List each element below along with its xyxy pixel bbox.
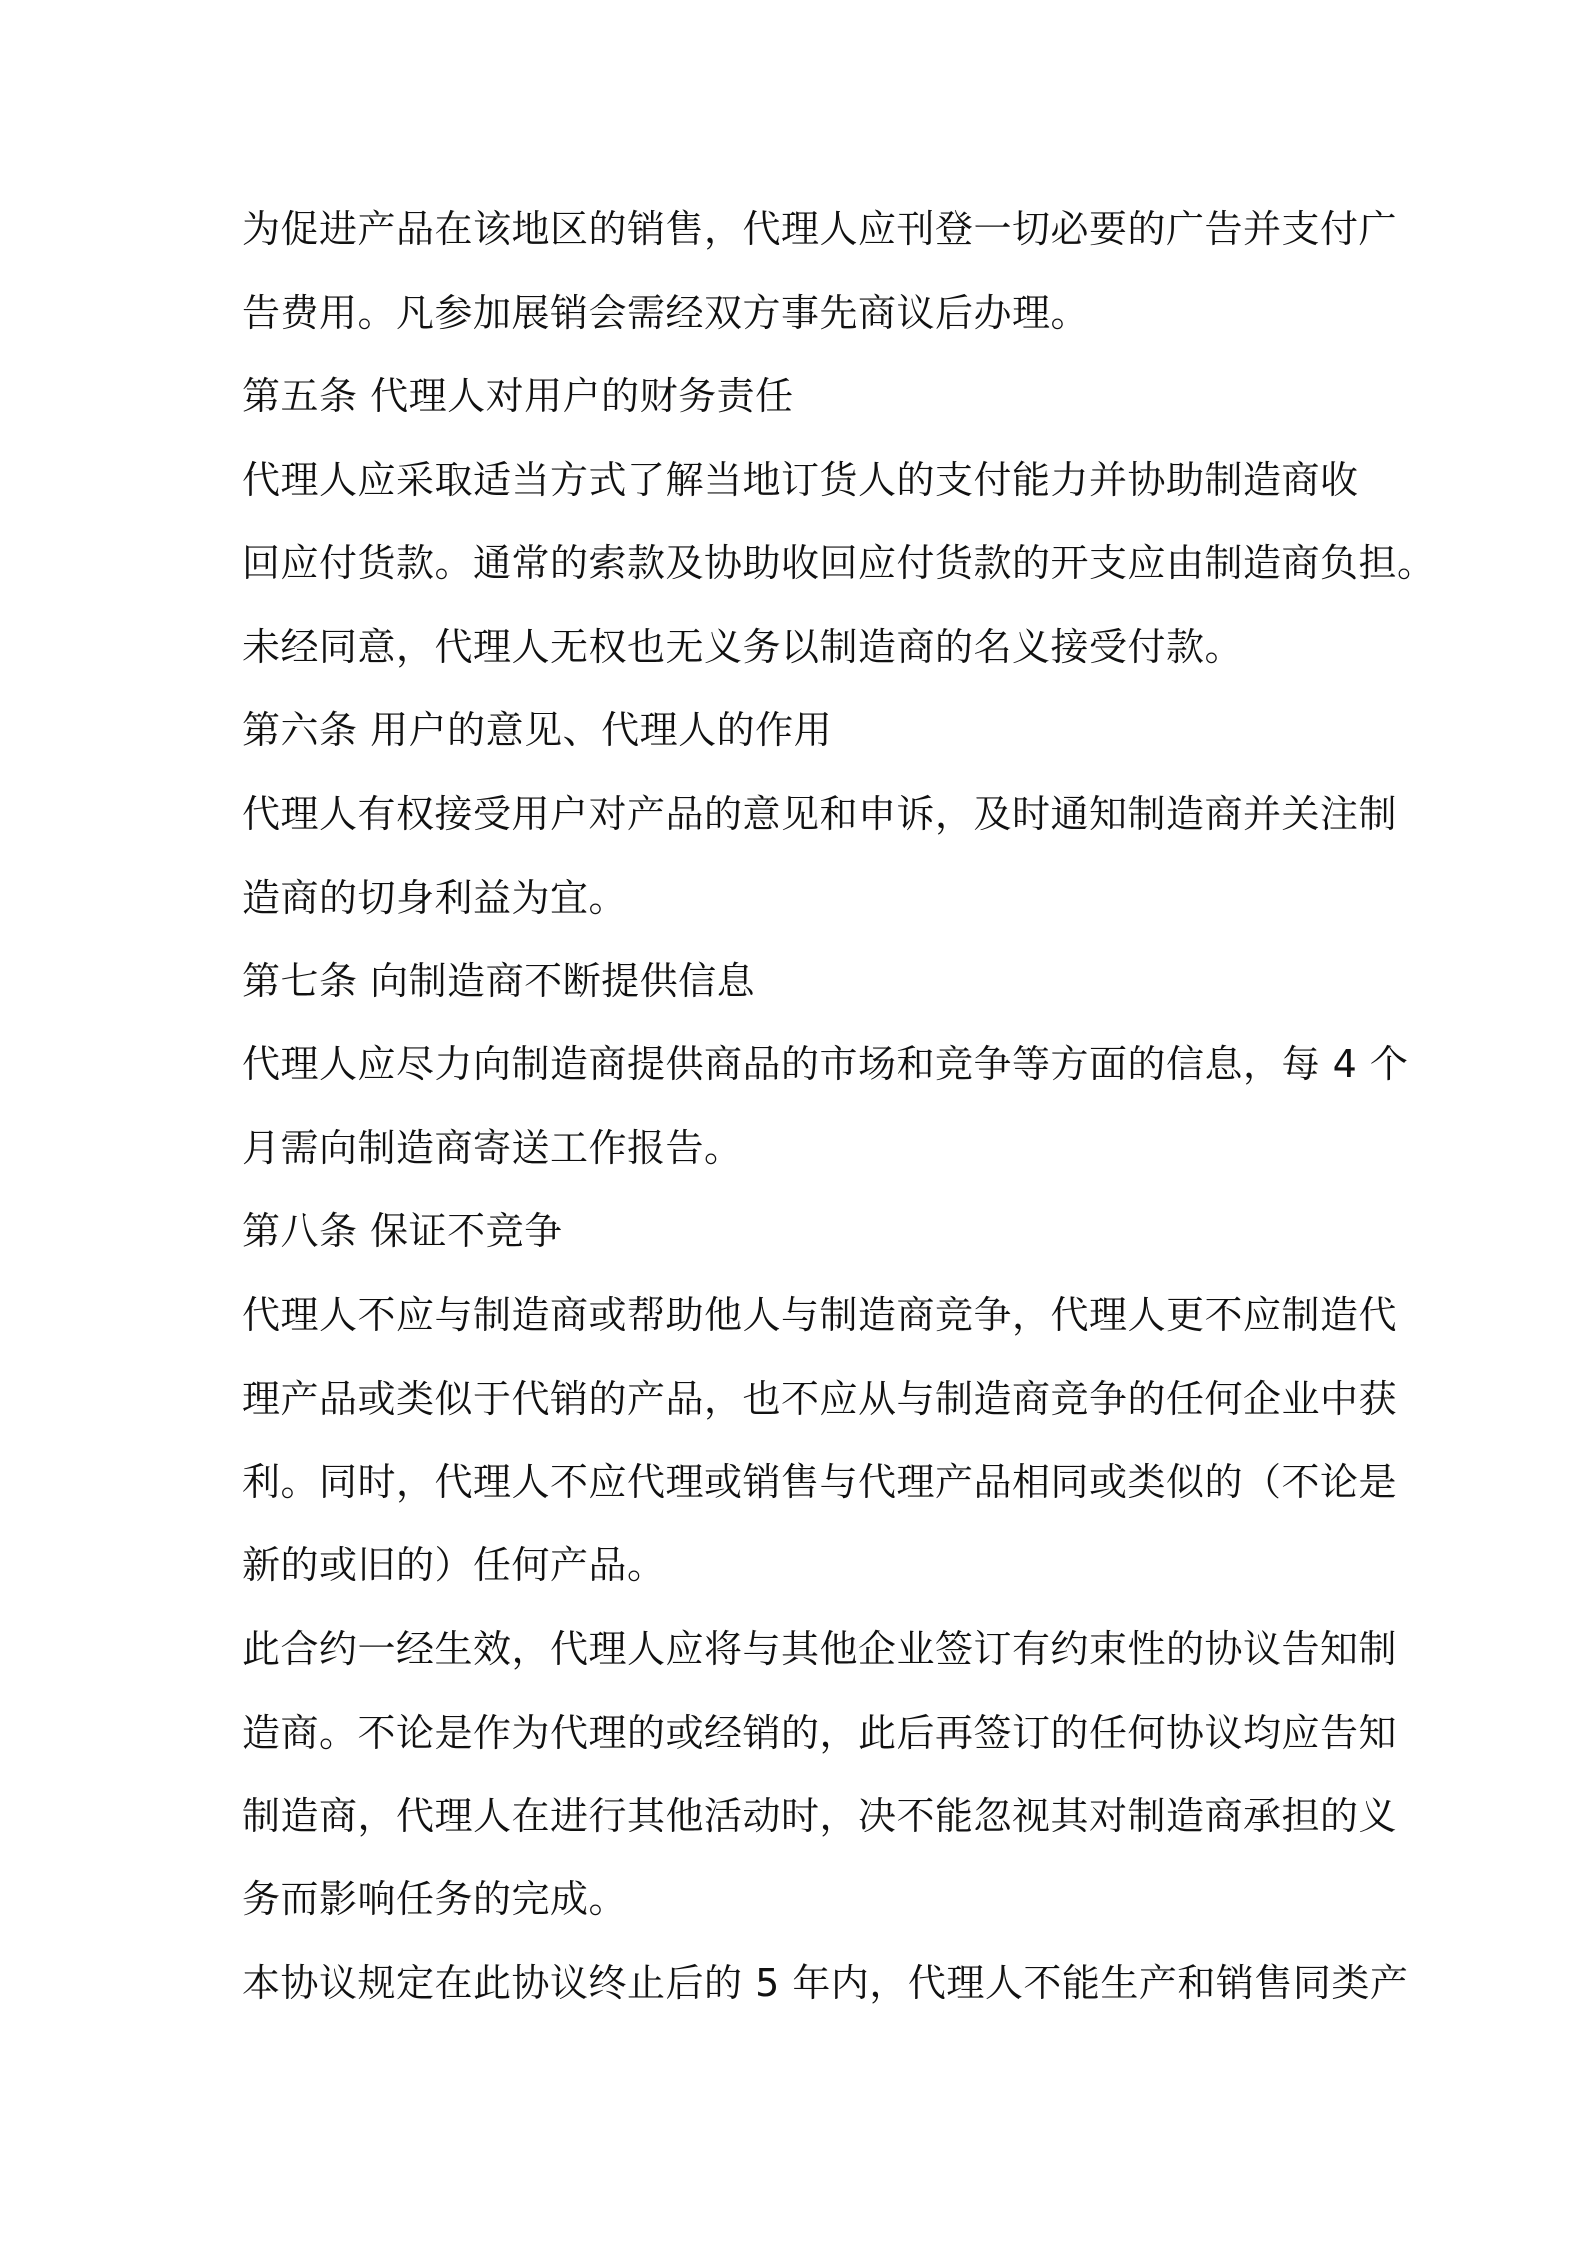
paragraph-line: 本协议规定在此协议终止后的 5 年内，代理人不能生产和销售同类产 [242,1961,1409,2005]
paragraph-line: 为促进产品在该地区的销售，代理人应刊登一切必要的广告并支付广 [242,207,1398,251]
paragraph-line: 回应付货款。通常的索款及协助收回应付货款的开支应由制造商负担。 [242,541,1436,585]
paragraph-line: 告费用。凡参加展销会需经双方事先商议后办理。 [242,291,1090,335]
paragraph-line: 未经同意，代理人无权也无义务以制造商的名义接受付款。 [242,625,1244,669]
article-heading: 第六条 用户的意见、代理人的作用 [242,708,833,752]
paragraph-line: 代理人应采取适当方式了解当地订货人的支付能力并协助制造商收 [242,458,1359,502]
article-heading: 第八条 保证不竞争 [242,1209,563,1253]
paragraph-line: 代理人应尽力向制造商提供商品的市场和竞争等方面的信息，每 4 个 [242,1042,1409,1086]
paragraph-line: 代理人有权接受用户对产品的意见和申诉，及时通知制造商并关注制 [242,792,1398,836]
paragraph-line: 此合约一经生效，代理人应将与其他企业签订有约束性的协议告知制 [242,1627,1398,1671]
paragraph-line: 月需向制造商寄送工作报告。 [242,1126,743,1170]
paragraph-line: 利。同时，代理人不应代理或销售与代理产品相同或类似的（不论是 [242,1460,1398,1504]
paragraph-line: 代理人不应与制造商或帮助他人与制造商竞争，代理人更不应制造代 [242,1293,1398,1337]
paragraph-line: 制造商，代理人在进行其他活动时，决不能忽视其对制造商承担的义 [242,1794,1398,1838]
paragraph-line: 理产品或类似于代销的产品，也不应从与制造商竞争的任何企业中获 [242,1377,1398,1421]
article-heading: 第七条 向制造商不断提供信息 [242,959,756,1003]
paragraph-line: 造商。不论是作为代理的或经销的，此后再签订的任何协议均应告知 [242,1711,1398,1755]
paragraph-line: 务而影响任务的完成。 [242,1877,628,1921]
paragraph-line: 造商的切身利益为宜。 [242,876,628,920]
paragraph-line: 新的或旧的）任何产品。 [242,1543,666,1587]
article-heading: 第五条 代理人对用户的财务责任 [242,374,794,418]
